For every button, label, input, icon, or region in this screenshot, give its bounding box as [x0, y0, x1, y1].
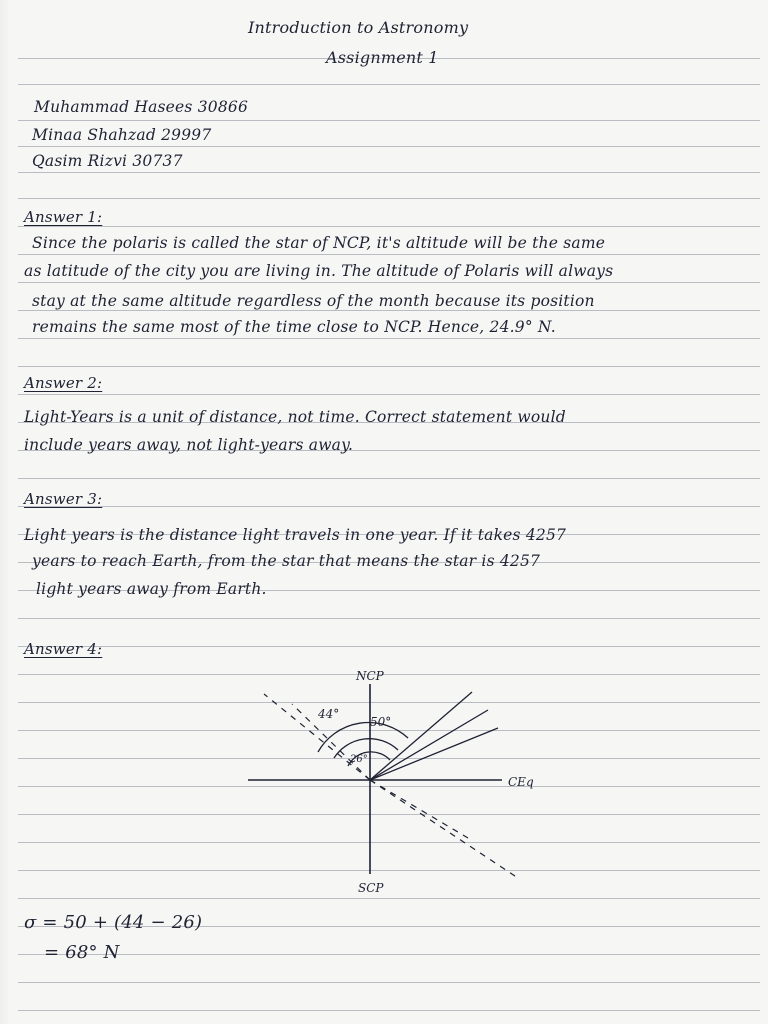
answer-heading: Answer 4: — [24, 640, 103, 658]
ceq-label: CEq — [508, 775, 534, 789]
ruled-line — [18, 1010, 760, 1011]
celestial-sphere-diagram — [240, 664, 560, 900]
ruled-line — [18, 982, 760, 983]
answer-line: Light years is the distance light travels in one year. If it takes 4257 — [24, 526, 567, 544]
page-subtitle: Assignment 1 — [326, 48, 439, 67]
ruled-line — [18, 338, 760, 339]
answer-heading: Answer 2: — [24, 374, 103, 392]
student-name: Muhammad Hasees 30866 — [34, 98, 249, 116]
answer-line: include years away, not light-years away. — [24, 436, 354, 454]
calculation-result: = 68° N — [44, 942, 120, 963]
answer-heading: Answer 1: — [24, 208, 103, 226]
ruled-line — [18, 394, 760, 395]
ruled-line — [18, 618, 760, 619]
answer-line: years to reach Earth, from the star that means the star is 4257 — [32, 552, 541, 570]
answer-line: Light-Years is a unit of distance, not time. Correct statement would — [24, 408, 566, 426]
ruled-line — [18, 254, 760, 255]
scp-label: SCP — [358, 881, 384, 895]
ruled-line — [18, 282, 760, 283]
ruled-line — [18, 84, 760, 85]
ruled-line — [18, 366, 760, 367]
ruled-line — [18, 310, 760, 311]
answer-heading: Answer 3: — [24, 490, 103, 508]
ruled-line — [18, 478, 760, 479]
ray-line — [370, 692, 472, 780]
ruled-line — [18, 146, 760, 147]
answer-line: light years away from Earth. — [36, 580, 267, 598]
ruled-line — [18, 172, 760, 173]
dashed-line — [370, 780, 468, 838]
angle-label: 44° — [318, 707, 340, 721]
ruled-line — [18, 646, 760, 647]
ruled-line — [18, 506, 760, 507]
answer-line: remains the same most of the time close to NCP. Hence, 24.9° N. — [32, 318, 556, 336]
student-name: Qasim Rizvi 30737 — [32, 152, 183, 170]
answer-line: stay at the same altitude regardless of the month because its position — [32, 292, 595, 310]
ray-line — [370, 728, 498, 780]
dashed-line — [370, 780, 518, 878]
answer-line: as latitude of the city you are living in. The altitude of Polaris will always — [24, 262, 614, 280]
answer-line: Since the polaris is called the star of NCP, it's altitude will be the same — [32, 234, 606, 252]
student-name: Minaa Shahzad 29997 — [32, 126, 212, 144]
angle-label: 50° — [370, 715, 392, 729]
ncp-label: NCP — [356, 669, 384, 683]
ruled-line — [18, 226, 760, 227]
dashed-line — [264, 694, 370, 780]
ruled-line — [18, 954, 760, 955]
calculation-line: σ = 50 + (44 − 26) — [24, 912, 203, 933]
ruled-line — [18, 120, 760, 121]
ruled-line — [18, 198, 760, 199]
page-title: Introduction to Astronomy — [248, 18, 469, 37]
angle-label: 26° — [350, 754, 368, 765]
